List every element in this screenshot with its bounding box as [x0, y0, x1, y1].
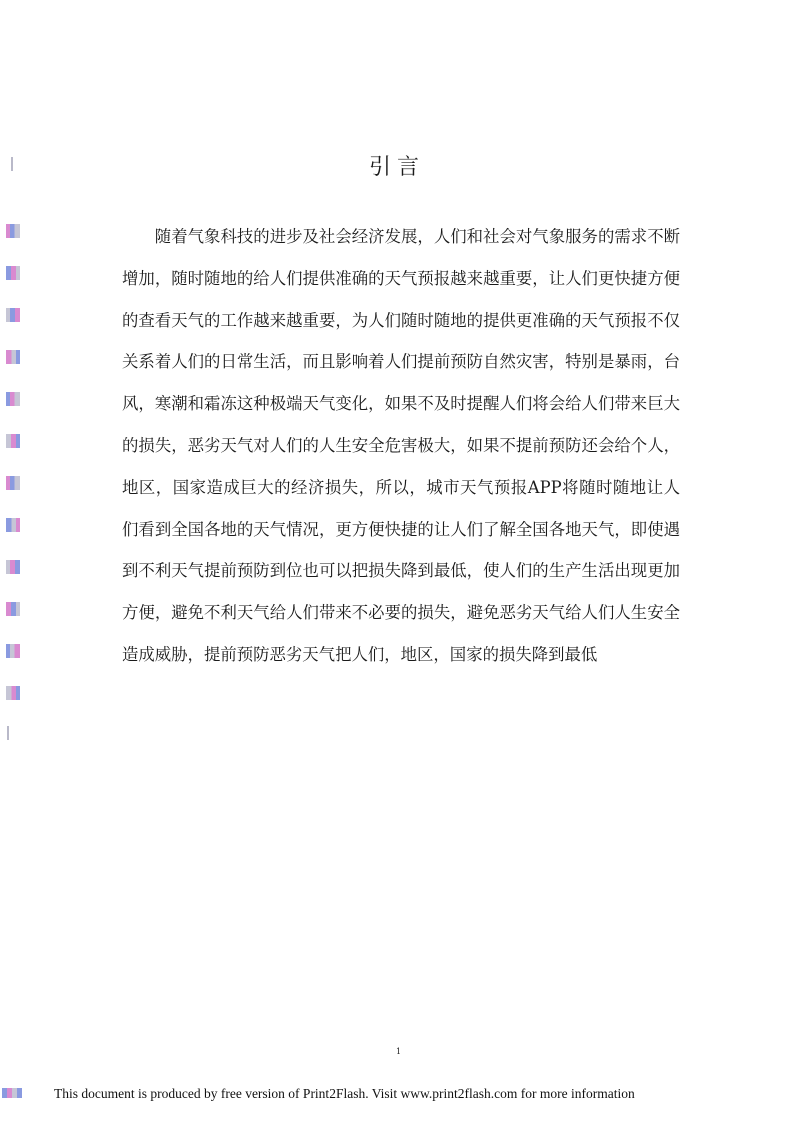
margin-tick-mark — [7, 726, 9, 740]
margin-noise-mark — [6, 434, 20, 448]
margin-noise-mark — [6, 224, 20, 238]
margin-noise-mark — [6, 518, 20, 532]
margin-noise-mark — [6, 560, 20, 574]
margin-noise-mark — [6, 686, 20, 700]
margin-noise-mark — [6, 392, 20, 406]
margin-noise-mark — [6, 602, 20, 616]
margin-noise-mark — [6, 644, 20, 658]
footer-noise-mark — [2, 1088, 22, 1098]
margin-noise-mark — [6, 266, 20, 280]
intro-paragraph: 随着气象科技的进步及社会经济发展，人们和社会对气象服务的需求不断增加，随时随地的给人们提供准确的天气预报越来越重要，让人们更快捷方便的查看天气的工作越来越重要，为人们随时随地的提供更准确的天气预报不仅关系着人们的日常生活，而且影响着人们提前预防自然灾害，特别是暴雨，台风，寒潮和霜冻这种极端天气变化，如果不及时提醒人们将会给人们带来巨大的损失，恶劣天气对人们的人生安全危害极大，如果不提前预防还会给个人，地区，国家造成巨大的经济损失，所以，城市天气预报APP将随时随地让人们看到全国各地的天气情况，更方便快捷的让人们了解全国各地天气，即使遇到不利天气提前预防到位也可以把损失降到最低，使人们的生产生活出现更加方便，避免不利天气给人们带来不必要的损失，避免恶劣天气给人们人生安全造成威胁，提前预防恶劣天气把人们，地区，国家的损失降到最低 — [122, 227, 680, 664]
print2flash-watermark: This document is produced by free version of Print2Flash. Visit www.print2flash.com for more information — [54, 1086, 635, 1101]
margin-noise-mark — [6, 476, 20, 490]
margin-noise-mark — [6, 308, 20, 322]
page-number: 1 — [396, 1047, 402, 1056]
margin-noise-mark — [6, 350, 20, 364]
page-title: 引言 — [368, 155, 425, 180]
